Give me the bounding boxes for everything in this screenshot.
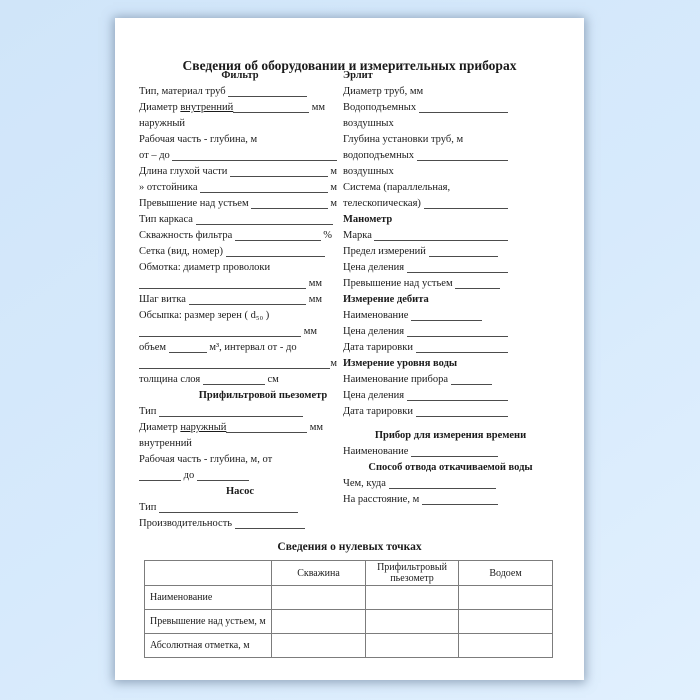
section-heading: [343, 428, 527, 444]
field-label: Водоподъемных: [343, 102, 419, 113]
blank-field-line: [233, 100, 309, 113]
blank-field-line: [200, 180, 328, 193]
blank-field-line: [139, 468, 181, 481]
field-label: Система (параллельная,: [343, 182, 451, 193]
form-line: [343, 276, 508, 292]
form-line: [343, 196, 508, 212]
table-header-row: [145, 561, 553, 586]
blank-field-line: [419, 100, 508, 113]
field-label: Длина глухой части: [139, 166, 230, 177]
blank-field-line: [172, 148, 337, 161]
section-heading: [343, 460, 533, 476]
section-heading: [343, 292, 508, 308]
form-line: [139, 84, 337, 100]
field-label: м: [327, 198, 337, 209]
field-label: Марка: [343, 230, 375, 241]
blank-field-line: [407, 260, 508, 273]
field-label: мм: [301, 326, 317, 337]
field-label: » отстойника: [139, 182, 201, 193]
table-row: [145, 634, 553, 658]
field-label: Цена деления: [343, 326, 407, 337]
table-empty-cell: [459, 610, 553, 634]
blank-field-line: [169, 340, 207, 353]
form-line: [139, 292, 337, 308]
form-line: [343, 228, 508, 244]
blank-field-line: [159, 500, 298, 513]
blank-field-line: [389, 476, 496, 489]
table-column-header: [145, 561, 272, 586]
form-line: [343, 492, 508, 508]
blank-field-line: [203, 372, 265, 385]
form-line: [139, 452, 337, 468]
form-line: [139, 244, 337, 260]
field-label: наружный: [139, 118, 186, 129]
field-label: Наименование прибора: [343, 374, 451, 385]
heading-label: Насос: [226, 486, 254, 497]
underlined-label: внутренний: [180, 102, 234, 113]
blank-field-line: [228, 84, 307, 97]
section-heading: [139, 388, 337, 404]
field-label: мм: [307, 422, 323, 433]
form-line: [343, 444, 508, 460]
field-label: Скважность фильтра: [139, 230, 235, 241]
form-line: [343, 324, 508, 340]
table-empty-cell: [272, 634, 366, 658]
blank-field-line: [139, 276, 306, 289]
form-line: [343, 404, 508, 420]
blank-field-line: [407, 388, 508, 401]
form-line: [139, 356, 337, 372]
column-airlift: [343, 68, 533, 508]
field-label: Производительность: [139, 518, 235, 529]
form-line: [139, 180, 337, 196]
form-line: [343, 260, 508, 276]
form-line: [343, 180, 508, 196]
form-line: [343, 340, 508, 356]
form-line: [343, 244, 508, 260]
blank-field-line: [407, 324, 508, 337]
field-label: м: [327, 166, 337, 177]
field-label: внутренний: [139, 438, 192, 449]
form-line: [343, 100, 508, 116]
field-label: Тип: [139, 502, 160, 513]
form-line: [139, 132, 337, 148]
zero-points-title: Сведения о нулевых точках: [277, 541, 422, 553]
table-empty-cell: [272, 610, 366, 634]
field-label: Наименование: [343, 446, 412, 457]
section-heading: [139, 68, 337, 84]
blank-field-line: [159, 404, 303, 417]
form-line: [343, 372, 508, 388]
form-line: [343, 116, 508, 132]
form-line: [139, 196, 337, 212]
field-label: Наименование: [343, 310, 412, 321]
zero-points-body: [145, 586, 553, 658]
zero-points-table: [144, 560, 553, 658]
field-label: Обмотка: диаметр проволоки: [139, 262, 271, 273]
field-label: воздушных: [343, 118, 394, 129]
form-line: [343, 388, 508, 404]
form-page: [115, 18, 584, 680]
table-empty-cell: [366, 586, 459, 610]
field-label: мм: [306, 294, 322, 305]
form-line: [139, 324, 337, 340]
field-label: м: [330, 358, 337, 369]
form-line: [343, 148, 508, 164]
field-label: Диаметр: [139, 102, 181, 113]
table-empty-cell: [459, 634, 553, 658]
field-label: Рабочая часть - глубина, м: [139, 134, 258, 145]
form-line: [343, 476, 508, 492]
heading-label: Способ отвода откачиваемой воды: [368, 462, 533, 473]
table-empty-cell: [366, 610, 459, 634]
field-label: Тип каркаса: [139, 214, 196, 225]
table-empty-cell: [272, 586, 366, 610]
form-line: [139, 516, 337, 532]
section-heading: [343, 212, 508, 228]
field-label: Предел измерений: [343, 246, 429, 257]
blank-field-line: [455, 276, 500, 289]
blank-field-line: [416, 404, 508, 417]
table-column-header: Скважина: [272, 561, 366, 586]
table-row: [145, 586, 553, 610]
blank-field-line: [226, 420, 307, 433]
blank-field-line: [451, 372, 492, 385]
field-label: мм: [309, 102, 325, 113]
form-line: [139, 116, 337, 132]
heading-label: Прифильтровой пьезометр: [198, 390, 328, 401]
table-row-label: Абсолютная отметка, м: [145, 634, 272, 658]
field-label: На расстояние, м: [343, 494, 422, 505]
field-label: Шаг витка: [139, 294, 189, 305]
form-line: [139, 308, 337, 324]
blank-field-line: [424, 196, 508, 209]
form-line: [139, 468, 337, 484]
table-column-header: Прифильтровый пьезометр: [366, 561, 459, 586]
form-line: [139, 148, 337, 164]
form-line: [139, 340, 337, 356]
form-line: [139, 420, 337, 436]
form-line: [139, 260, 337, 276]
field-label: Сетка (вид, номер): [139, 246, 226, 257]
field-label: м³, интервал от - до: [206, 342, 297, 353]
blank-field-line: [197, 468, 249, 481]
heading-label: Измерение уровня воды: [343, 358, 458, 369]
table-column-header: Водоем: [459, 561, 553, 586]
form-line: [139, 372, 337, 388]
blank-field-line: [251, 196, 327, 209]
field-label: Глубина установки труб, м: [343, 134, 464, 145]
blank-field-line: [226, 244, 325, 257]
form-line: [139, 228, 337, 244]
table-row-label: Превышение над устьем, м: [145, 610, 272, 634]
table-row: [145, 610, 553, 634]
form-line: [139, 500, 337, 516]
blank-field-line: [139, 324, 301, 337]
form-line: [139, 164, 337, 180]
blank-field-line: [230, 164, 328, 177]
field-label: Диаметр: [139, 422, 181, 433]
form-line: [139, 276, 337, 292]
field-label: телескопическая): [343, 198, 424, 209]
field-label: Тип: [139, 406, 160, 417]
blank-field-line: [139, 356, 330, 369]
blank-field-line: [417, 148, 508, 161]
field-label: Обсыпка: размер зерен ( d₅₀ ): [139, 310, 270, 321]
field-label: от – до: [139, 150, 173, 161]
field-label: Превышение над устьем: [343, 278, 456, 289]
blank-field-line: [189, 292, 307, 305]
underlined-label: наружный: [180, 422, 227, 433]
field-label: Рабочая часть - глубина, м, от: [139, 454, 273, 465]
blank-field-line: [416, 340, 508, 353]
section-heading: [343, 68, 508, 84]
blank-field-line: [235, 516, 305, 529]
heading-label: Прибор для измерения времени: [374, 430, 527, 441]
section-heading: [343, 356, 508, 372]
field-label: Превышение над устьем: [139, 198, 252, 209]
blank-field-line: [422, 492, 498, 505]
table-empty-cell: [459, 586, 553, 610]
blank-gap: [343, 420, 508, 428]
field-label: Чем, куда: [343, 478, 389, 489]
blank-field-line: [411, 308, 482, 321]
field-label: Тип, материал труб: [139, 86, 229, 97]
form-line: [139, 212, 337, 228]
field-label: Дата тарировки: [343, 406, 416, 417]
form-line: [139, 404, 337, 420]
heading-label: Измерение дебита: [343, 294, 429, 305]
blank-field-line: [374, 228, 508, 241]
table-row-label: Наименование: [145, 586, 272, 610]
field-label: %: [320, 230, 332, 241]
table-empty-cell: [366, 634, 459, 658]
field-label: Диаметр труб, мм: [343, 86, 424, 97]
field-label: толщина слоя: [139, 374, 203, 385]
form-line: [343, 164, 508, 180]
form-line: [139, 100, 337, 116]
blank-field-line: [235, 228, 321, 241]
field-label: см: [264, 374, 279, 385]
field-label: объем: [139, 342, 169, 353]
field-label: Цена деления: [343, 390, 407, 401]
field-label: Цена деления: [343, 262, 407, 273]
form-line: [139, 436, 337, 452]
column-filter: [139, 68, 337, 532]
field-label: м: [327, 182, 337, 193]
heading-label: Эрлит: [343, 70, 373, 81]
field-label: водоподъемных: [343, 150, 417, 161]
field-label: до: [181, 470, 197, 481]
field-label: мм: [306, 278, 322, 289]
page-title: Сведения об оборудовании и измерительных приборах: [182, 58, 517, 73]
form-line: [343, 84, 508, 100]
field-label: воздушных: [343, 166, 394, 177]
blank-field-line: [196, 212, 333, 225]
form-line: [343, 308, 508, 324]
section-heading: [139, 484, 337, 500]
field-label: Дата тарировки: [343, 342, 416, 353]
heading-label: Манометр: [343, 214, 393, 225]
blank-field-line: [429, 244, 498, 257]
form-line: [343, 132, 508, 148]
heading-label: Фильтр: [221, 70, 259, 81]
blank-field-line: [411, 444, 498, 457]
zero-points-header: [145, 561, 553, 586]
